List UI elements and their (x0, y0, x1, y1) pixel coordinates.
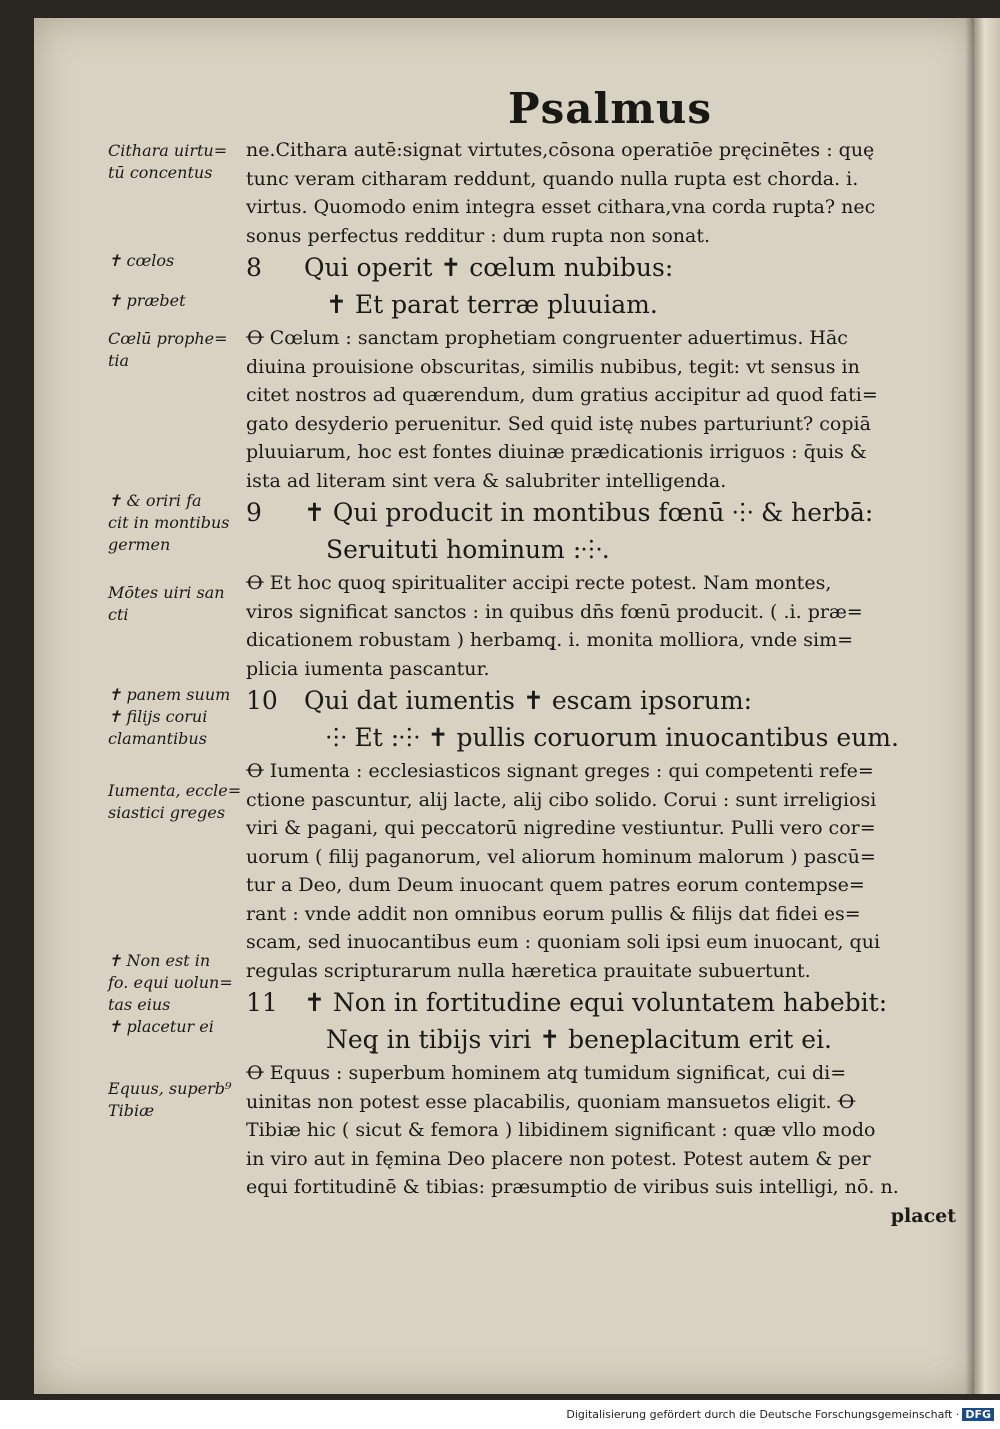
verse-text: Qui operit ✝ cœlum nubibus: (304, 253, 674, 282)
margin-line: cti (108, 605, 129, 624)
text-line: sonus perfectus redditur : dum rupta non sonat. (246, 224, 711, 247)
verse-line (246, 250, 956, 287)
margin-note-coelum-prophetia (108, 328, 248, 372)
verse-line: Neq̧ in tibijs viri ✝ beneplacitum erit ei. (326, 1025, 833, 1054)
text-line: uorum ( filij paganorum, vel aliorum hominum malorum ) pascū= (246, 845, 876, 868)
text-line: Tibiæ hic ( sicut & femora ) libidinem significant : quæ vllo modo (246, 1119, 876, 1141)
text-line: Ꝋ Cœlum : sanctam prophetiam congruenter aduertimus. Hāc (246, 327, 848, 349)
margin-line: ✝ Non est in (108, 951, 211, 970)
margin-line: Iumenta, eccle= (108, 781, 242, 800)
text-line: ista ad literam sint vera & salubriter intelligenda. (246, 469, 727, 492)
text-line: scam, sed inuocantibus eum : quoniam soli ipsi eum inuocant, qui (246, 931, 881, 953)
margin-note-iumenta (108, 780, 248, 824)
margin-line: clamantibus (108, 729, 207, 748)
margin-line: ✝ præbet (108, 291, 186, 310)
verse-text: Qui dat iumentis ✝ escam ipsorum: (304, 686, 753, 715)
text-line: tur a Deo, dum Deum inuocant quem patres eorum contempse= (246, 874, 865, 896)
margin-line: tū concentus (108, 163, 213, 182)
text-line: pluuiarum, hoc est fontes diuinæ prædicationis irriguos : q̄uis & (246, 441, 867, 463)
margin-line: ✝ cœlos (108, 251, 175, 270)
margin-line: Cœlū prophe= (108, 329, 228, 348)
margin-note-montes (108, 582, 248, 626)
margin-line: tia (108, 351, 130, 370)
margin-line: siastici greges (108, 803, 226, 822)
verse-number: 9 (246, 498, 262, 527)
text-line: dicationem robustam ) herbamq̧. i. monita molliora, vnde sim= (246, 629, 854, 651)
text-line: tunc veram citharam reddunt, quando nulla rupta est chorda. i. (246, 167, 859, 190)
text-line: ctione pascuntur, alij lacte, alij cibo solido. Corui : sunt irreligiosi (246, 788, 877, 811)
dfg-logo: DFG (962, 1408, 994, 1421)
margin-note-praebet (108, 290, 248, 312)
text-line: uinitas non potest esse placabilis, quoniam mansuetos eligit. Ꝋ (246, 1090, 856, 1113)
margin-line: Mōtes uiri san (108, 583, 225, 602)
margin-note-cithara (108, 140, 248, 184)
verse-line: ⸭ Et :⸭ ✝ pullis coruorum inuocantibus eum. (326, 723, 899, 752)
text-line: gato desyderio peruenitur. Sed quid istę nubes parturiunt? copiā (246, 412, 871, 435)
page-title: Psalmus (508, 84, 713, 133)
verse-text: ✝ Non in fortitudine equi voluntatem habebit: (304, 988, 888, 1017)
text-line: in viro aut in fęmina Deo placere non potest. Potest autem & per (246, 1147, 871, 1170)
footer-text: Digitalisierung gefördert durch die Deutsche Forschungsgemeinschaft · (566, 1408, 960, 1421)
text-line: regulas scripturarum nulla hæretica prauitate subuertunt. (246, 959, 811, 982)
margin-note-equus (108, 1078, 248, 1122)
verse-line (246, 683, 956, 720)
catchword: placet (890, 1204, 956, 1227)
margin-line: ✝ & oriri fa (108, 491, 202, 510)
text-line: citet nostros ad quærendum, dum gratius accipitur ad quod fati= (246, 384, 878, 406)
margin-note-coelos (108, 250, 248, 272)
text-line: Ꝋ Equus : superbum hominem atq̧ tumidum significat, cui di= (246, 1062, 847, 1084)
verse-line: Seruituti hominum :⸭. (326, 535, 610, 564)
verse-number: 11 (246, 988, 278, 1017)
verse-number: 8 (246, 253, 262, 282)
text-line: plicia iumenta pascantur. (246, 657, 490, 680)
text-line: Ꝋ Et hoc quoq̧ spiritualiter accipi recte potest. Nam montes, (246, 572, 832, 594)
verse-line (246, 495, 956, 532)
text-line: ne.Cithara autē:signat virtutes,cōsona operatiōe pręcinētes : quę (246, 139, 875, 161)
text-line: rant : vnde addit non omnibus eorum pullis & filijs dat fidei es= (246, 902, 861, 925)
text-line: equi fortitudinē & tibias: præsumptio de viribus suis intelligi, nō. n. (246, 1176, 899, 1198)
verse-line (246, 985, 956, 1022)
margin-note-non-est (108, 950, 248, 1038)
text-line: viros significat sanctos : in quibus dn̄s fœnū producit. ( .i. præ= (246, 600, 863, 623)
margin-line: Cithara uirtu= (108, 141, 228, 160)
margin-line: ✝ placetur ei (108, 1017, 214, 1036)
dfg-footer (566, 1408, 994, 1421)
text-line: diuina prouisione obscuritas, similis nubibus, tegit: vt sensus in (246, 355, 860, 378)
text-line: Ꝋ Iumenta : ecclesiasticos signant greges : qui competenti refe= (246, 760, 874, 782)
text-line: virtus. Quomodo enim integra esset cithara,vna corda rupta? nec (246, 196, 876, 218)
margin-line: Equus, superb⁹ (108, 1079, 232, 1098)
verse-line: ✝ Et parat terræ pluuiam. (326, 290, 658, 319)
margin-line: tas eius (108, 995, 171, 1014)
margin-line: germen (108, 535, 171, 554)
margin-line: Tibiæ (108, 1101, 155, 1120)
margin-line: ✝ panem suum (108, 685, 231, 704)
facing-page-edge (974, 18, 1000, 1394)
margin-line: cit in montibus (108, 513, 230, 532)
verse-number: 10 (246, 686, 278, 715)
main-text-column (246, 136, 956, 1230)
verse-text: ✝ Qui producit in montibus fœnū ⸭ & herbā: (304, 498, 874, 527)
margin-line: ✝ filijs corui (108, 707, 208, 726)
margin-note-oriri (108, 490, 248, 556)
margin-note-panem (108, 684, 248, 750)
text-line: viri & pagani, qui peccatorū nigredine vestiuntur. Pulli vero cor= (246, 817, 876, 839)
margin-line: fo. equi uolun= (108, 973, 233, 992)
